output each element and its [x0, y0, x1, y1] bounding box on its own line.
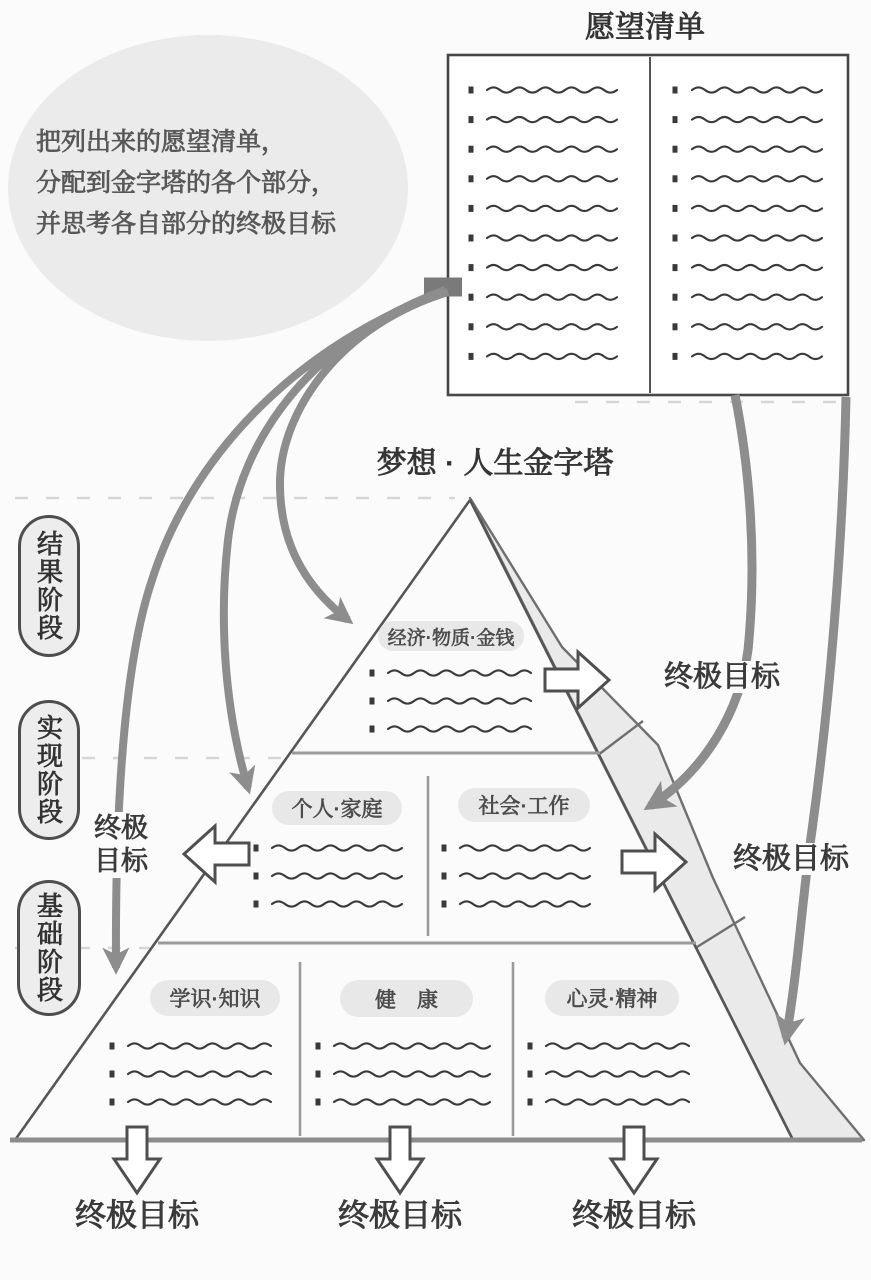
section-pill-society-work: 社会·工作 — [458, 788, 590, 822]
goal-label-bottom-3: 终极目标 — [559, 1199, 709, 1234]
section-pill-health: 健 康 — [340, 980, 473, 1017]
hint-line-1: 把列出来的愿望清单， — [36, 128, 287, 156]
wish-list-book-icon — [448, 55, 848, 395]
pyramid-title: 梦想 · 人生金字塔 — [376, 447, 614, 480]
wish-list-title: 愿望清单 — [585, 11, 705, 44]
hint-line-3: 并思考各自部分的终极目标 — [36, 210, 337, 238]
stage-pill-result: 结果阶段 — [18, 515, 80, 657]
stage-pill-foundation: 基础阶段 — [17, 880, 81, 1016]
section-pill-knowledge: 学识·知识 — [150, 980, 280, 1016]
section-pill-economy: 经济·物质·金钱 — [378, 621, 524, 651]
stage-pill-realization: 实现阶段 — [18, 700, 80, 840]
hint-line-2: 分配到金字塔的各个部分， — [36, 169, 337, 197]
goal-label-bottom-1: 终极目标 — [62, 1199, 212, 1234]
hint-bubble-text — [36, 122, 336, 245]
goal-label-left: 终极目标 — [94, 813, 148, 876]
goal-label-bottom-2: 终极目标 — [325, 1199, 475, 1234]
section-pill-mind-spirit: 心灵·精神 — [545, 980, 679, 1016]
goal-label-right-mid: 终极目标 — [724, 843, 858, 875]
section-pill-personal-family: 个人·家庭 — [272, 791, 402, 825]
goal-label-right-top: 终极目标 — [654, 661, 790, 693]
